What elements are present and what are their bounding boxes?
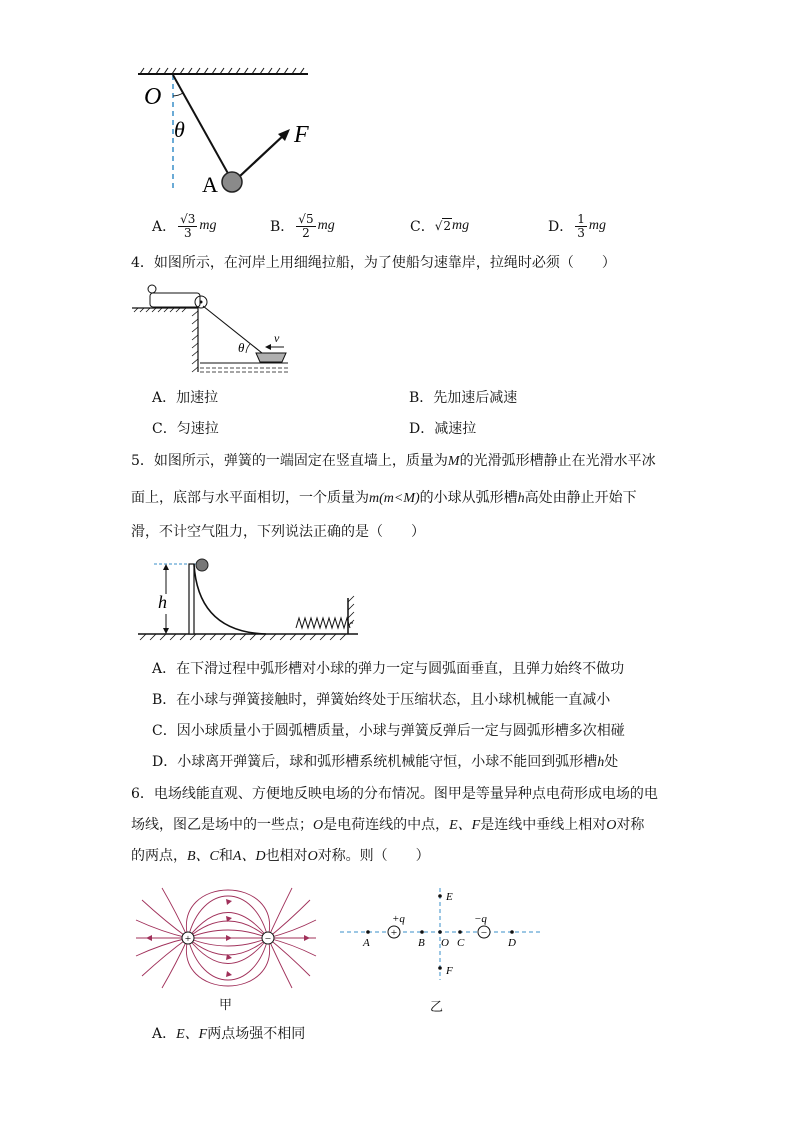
- point-f-dot: [438, 966, 442, 970]
- angle-arc: [173, 93, 183, 96]
- q6-stem-line-3: 的两点，B、C和A、D也相对O对称。则（ ）: [131, 848, 430, 864]
- height-arrowhead-down: [163, 628, 169, 634]
- v-label: v: [274, 331, 280, 345]
- bank-hatch: [134, 308, 186, 312]
- option-letter: A．: [152, 219, 177, 235]
- option-letter: D．: [548, 219, 574, 235]
- q4-option-c[interactable]: C．匀速拉: [152, 421, 219, 437]
- point-e-label: E: [446, 891, 453, 903]
- point-o-label: O: [144, 84, 162, 110]
- q4-option-a[interactable]: A．加速拉: [152, 390, 219, 406]
- q4-option-d[interactable]: D．减速拉: [409, 421, 477, 437]
- charge-pos-label: +q: [392, 913, 405, 925]
- option-letter: C．: [410, 219, 435, 235]
- sqrt-expression: √2: [434, 219, 452, 233]
- figure-jia-caption: 甲: [219, 998, 233, 1013]
- point-o-label: O: [441, 937, 449, 949]
- ground-hatch: [140, 634, 346, 640]
- q5-option-c[interactable]: C．因小球质量小于圆弧槽质量，小球与弹簧反弹后一定与圆弧形槽多次相碰: [152, 723, 625, 739]
- option-suffix: mg: [452, 218, 470, 233]
- q5-stem-line-2: 面上，底部与水平面相切，一个质量为m(m<M)的小球从弧形槽h高处由静止开始下: [131, 490, 637, 506]
- height-arrowhead-up: [163, 564, 169, 570]
- option-suffix: mg: [199, 218, 217, 233]
- point-a-label: A: [363, 937, 370, 949]
- groove-back: [189, 564, 194, 634]
- option-letter: B．: [270, 219, 295, 235]
- theta-label: θ: [238, 340, 245, 355]
- field-lines-figure: [132, 882, 320, 994]
- point-f-label: F: [446, 965, 453, 977]
- rope: [203, 306, 262, 353]
- point-d-label: D: [508, 937, 516, 949]
- fraction: $\frac{√5}{2}$: [298, 211, 314, 240]
- fraction: $\frac{1}{3}$: [577, 211, 585, 240]
- point-c-label: C: [457, 937, 465, 949]
- angle-theta-label: θ: [174, 117, 185, 142]
- figure-yi-caption: 乙: [430, 1000, 444, 1015]
- q5-option-b[interactable]: B．在小球与弹簧接触时，弹簧始终处于压缩状态，且小球机械能一直减小: [152, 692, 611, 708]
- q5-stem-line-1: 5．如图所示，弹簧的一端固定在竖直墙上，质量为M的光滑弧形槽静止在光滑水平冰: [131, 453, 656, 469]
- h-label: h: [158, 592, 167, 612]
- person-body: [150, 293, 200, 307]
- angle-arc: [246, 344, 250, 353]
- groove-arc: [194, 564, 266, 634]
- point-b-label: B: [418, 937, 425, 949]
- q3-option-b[interactable]: [270, 208, 335, 244]
- q3-option-a[interactable]: [152, 208, 217, 244]
- ball-a-label: A: [202, 172, 218, 197]
- spring: [296, 618, 350, 628]
- q3-option-c[interactable]: [410, 208, 469, 244]
- ball: [222, 172, 242, 192]
- force-f-label: F: [294, 122, 309, 148]
- q3-option-d[interactable]: [548, 208, 606, 244]
- pendulum-figure: [130, 62, 320, 197]
- q4-option-b[interactable]: B．先加速后减速: [409, 390, 518, 406]
- fraction: $\frac{√3}{3}$: [180, 211, 196, 240]
- arc-groove-figure: [136, 554, 362, 644]
- person-head: [148, 285, 156, 293]
- q6-stem-line-1: 6．电场线能直观、方便地反映电场的分布情况。图甲是等量异种点电荷形成电场的电: [131, 786, 658, 802]
- pulley-axle: [200, 301, 203, 304]
- wall-hatch: [192, 311, 198, 372]
- q5-option-a[interactable]: A．在下滑过程中弧形槽对小球的弹力一定与圆弧面垂直，且弹力始终不做功: [152, 661, 625, 677]
- negative-charge-symbol: −: [264, 933, 272, 945]
- point-e-dot: [438, 894, 442, 898]
- point-c-dot: [458, 930, 462, 934]
- q5-stem-line-3: 滑，不计空气阻力，下列说法正确的是（ ）: [131, 524, 425, 540]
- q6-option-a[interactable]: A．E、F两点场强不相同: [152, 1026, 306, 1042]
- option-suffix: mg: [317, 218, 335, 233]
- q6-stem-line-2: 场线，图乙是场中的一些点；O是电荷连线的中点，E、F是连线中垂线上相对O对称: [131, 817, 645, 833]
- q5-option-d[interactable]: D．小球离开弹簧后，球和弧形槽系统机械能守恒，小球不能回到弧形槽h处: [152, 754, 619, 770]
- force-arrow: [240, 134, 285, 176]
- point-d-dot: [510, 930, 514, 934]
- positive-charge-symbol: +: [184, 933, 192, 945]
- velocity-arrowhead: [265, 344, 271, 350]
- point-b-dot: [420, 930, 424, 934]
- small-ball: [196, 559, 208, 571]
- q4-stem: 4．如图所示，在河岸上用细绳拉船，为了使船匀速靠岸，拉绳时必须（ ）: [131, 255, 616, 271]
- option-suffix: mg: [588, 218, 606, 233]
- point-o-dot: [438, 930, 442, 934]
- point-a-dot: [366, 930, 370, 934]
- right-wall-hatch: [348, 596, 354, 626]
- points-figure: [336, 884, 546, 984]
- boat-figure: [128, 280, 293, 380]
- boat: [256, 353, 286, 362]
- charge-neg-label: −q: [474, 913, 487, 925]
- positive-charge-symbol: +: [390, 927, 398, 939]
- negative-charge-symbol: −: [480, 927, 488, 939]
